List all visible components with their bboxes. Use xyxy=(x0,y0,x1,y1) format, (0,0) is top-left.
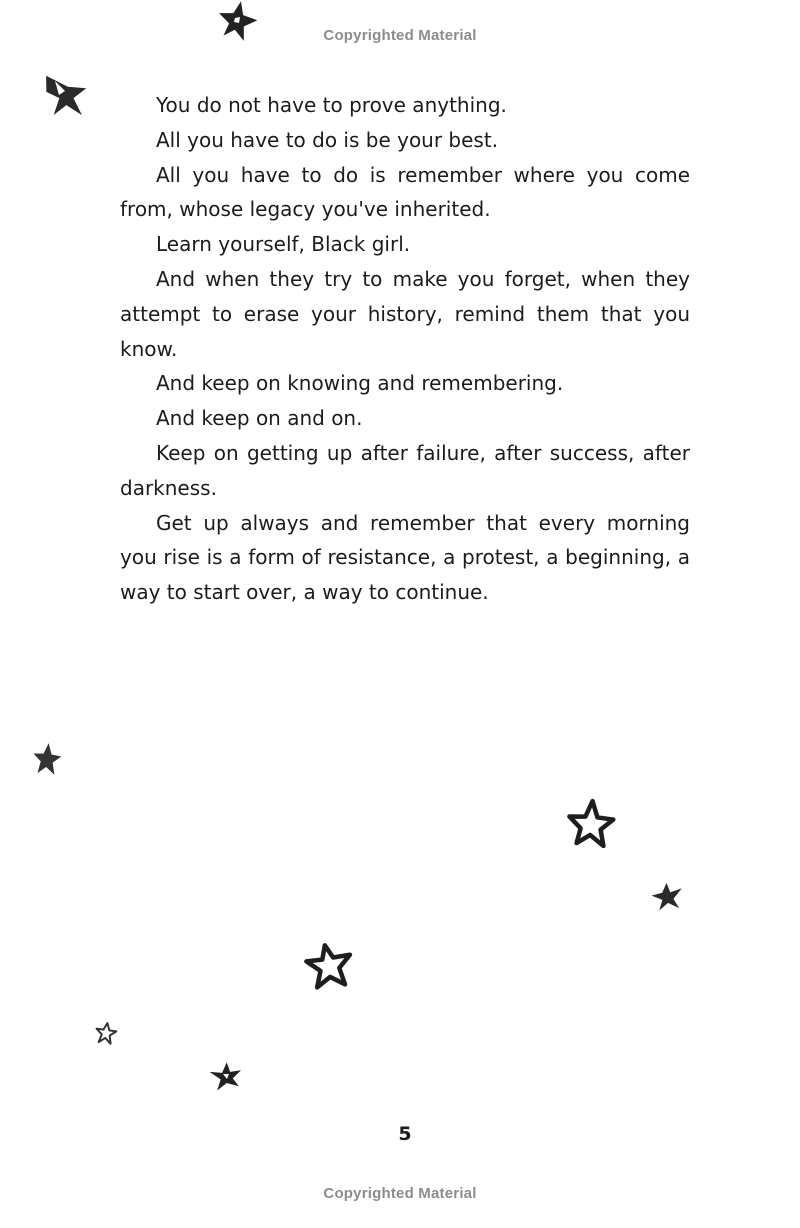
star-icon xyxy=(94,1021,118,1045)
copyright-watermark-bottom: Copyrighted Material xyxy=(323,1185,477,1202)
body-text xyxy=(120,88,690,610)
paragraph: Keep on getting up after failure, after success, after darkness. xyxy=(120,440,690,500)
paragraph: And keep on knowing and remembering. xyxy=(156,371,564,396)
star-icon xyxy=(567,798,615,848)
paragraph: All you have to do is remember where you come from, whose legacy you've inherited. xyxy=(120,162,690,222)
paragraph: And keep on and on. xyxy=(156,406,363,431)
paragraph: Get up always and remember that every morning you rise is a form of resistance, a protest, a beginning, a way to start over, a way to continue. xyxy=(120,510,690,605)
star-icon xyxy=(650,882,684,912)
star-icon xyxy=(32,742,62,776)
star-icon xyxy=(215,0,259,40)
paragraph: You do not have to prove anything. xyxy=(156,93,507,117)
page-number: 5 xyxy=(398,1123,412,1145)
paragraph: Learn yourself, Black girl. xyxy=(156,232,411,257)
copyright-watermark-top: Copyrighted Material xyxy=(323,27,477,44)
star-icon xyxy=(209,1061,243,1091)
paragraph: All you have to do is be your best. xyxy=(156,127,499,152)
star-icon xyxy=(304,942,354,990)
paragraph: And when they try to make you forget, when they attempt to erase your history, remind them that you know. xyxy=(120,266,690,361)
star-icon xyxy=(44,71,90,119)
